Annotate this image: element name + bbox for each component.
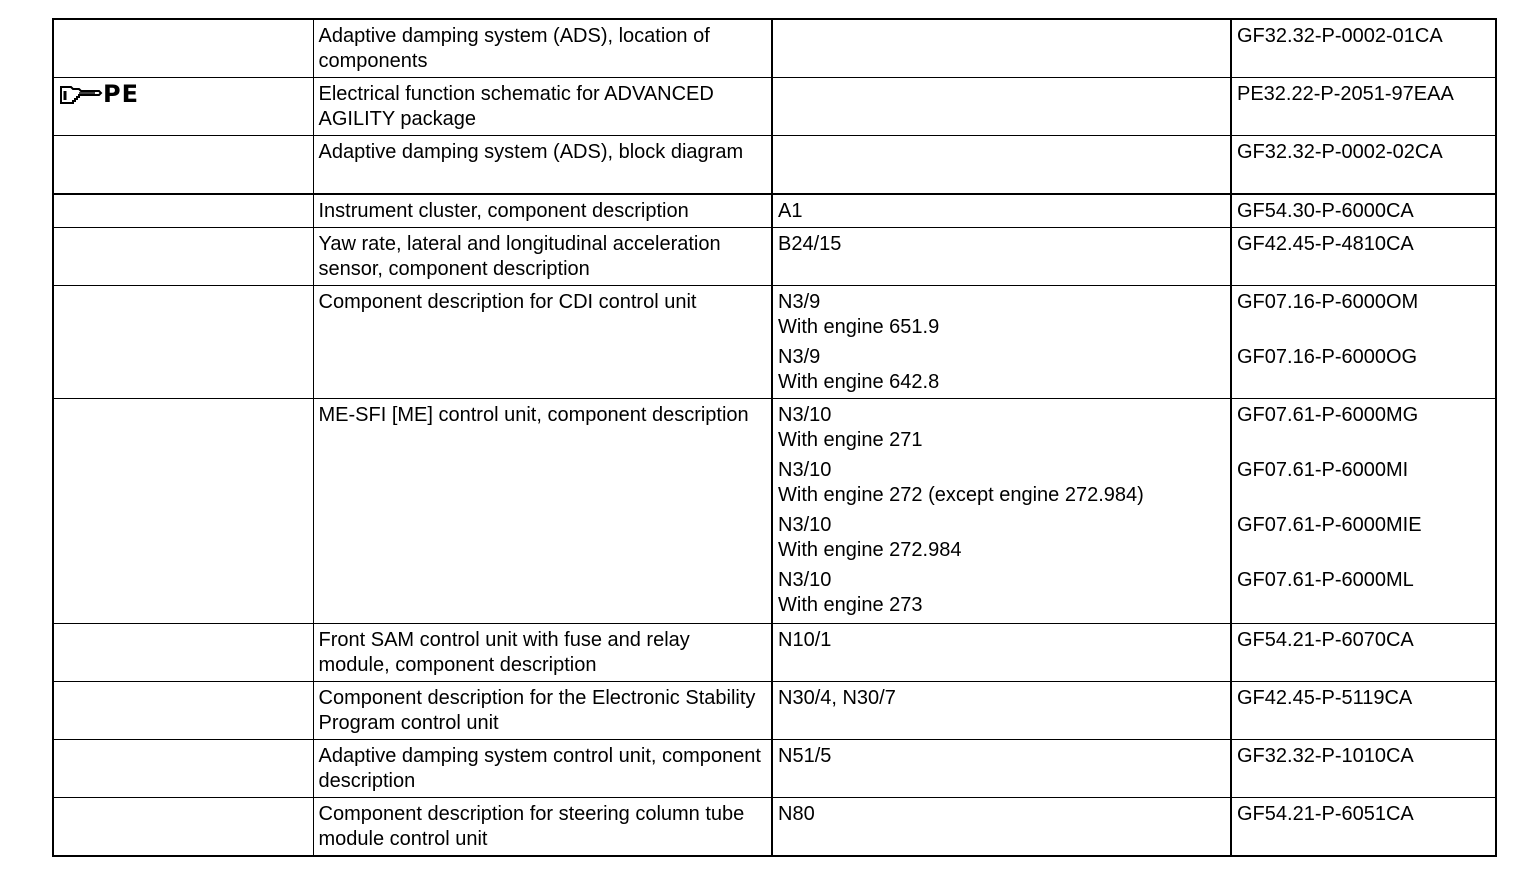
document-number-link[interactable]: GF07.61-P-6000MIE — [1237, 513, 1422, 536]
marker-cell — [53, 797, 313, 856]
document-number-cell — [1231, 19, 1496, 78]
document-entry — [1237, 568, 1490, 618]
component-code-cell — [772, 681, 1231, 739]
table-row — [53, 285, 1496, 398]
document-entry — [1237, 199, 1490, 224]
reference-table — [52, 18, 1497, 857]
component-code: N3/10 — [778, 513, 832, 536]
component-code: B24/15 — [778, 232, 842, 255]
component-code: N3/9 — [778, 290, 821, 313]
description-text: Adaptive damping system (ADS), block diagram — [318, 141, 744, 163]
table-row — [53, 19, 1496, 78]
document-number-link[interactable]: GF54.21-P-6051CA — [1237, 802, 1414, 825]
table-row — [53, 136, 1496, 194]
marker-cell — [53, 285, 313, 398]
table-body — [53, 19, 1496, 856]
component-entry — [778, 403, 1225, 453]
description-cell — [313, 797, 772, 856]
component-code: N80 — [778, 802, 815, 825]
component-code-cell — [772, 623, 1231, 681]
component-code-cell — [772, 739, 1231, 797]
document-number-link[interactable]: GF07.61-P-6000MI — [1237, 458, 1409, 481]
component-code: N3/10 — [778, 568, 832, 591]
description-cell — [313, 136, 772, 194]
table-row — [53, 739, 1496, 797]
document-entry — [1237, 24, 1490, 49]
component-entry — [778, 232, 1225, 257]
engine-note: With engine 272 (except engine 272.984) — [778, 483, 1144, 506]
document-entry — [1237, 345, 1490, 395]
table-row — [53, 398, 1496, 623]
component-code-cell — [772, 19, 1231, 78]
document-entry — [1237, 802, 1490, 827]
component-entry — [778, 686, 1225, 711]
document-entry — [1237, 686, 1490, 711]
component-entry — [778, 458, 1225, 508]
description-cell — [313, 78, 772, 136]
engine-note: With engine 273 — [778, 593, 923, 616]
document-number-link[interactable]: GF42.45-P-5119CA — [1237, 686, 1413, 709]
description-text: Component description for CDI control unit — [318, 290, 697, 313]
component-code-cell — [772, 797, 1231, 856]
marker-cell — [53, 681, 313, 739]
component-code: N10/1 — [778, 628, 832, 651]
marker-cell — [53, 136, 313, 194]
marker-cell — [53, 398, 313, 623]
document-entry — [1237, 403, 1490, 453]
document-number-link[interactable]: GF54.21-P-6070CA — [1237, 628, 1414, 651]
description-text: Adaptive damping system (ADS), location of components — [318, 25, 710, 72]
document-number-link[interactable]: GF07.61-P-6000MG — [1237, 403, 1419, 426]
marker-cell — [53, 78, 313, 136]
engine-note: With engine 651.9 — [778, 315, 940, 338]
document-number-cell — [1231, 136, 1496, 194]
table-row — [53, 194, 1496, 228]
description-text: Yaw rate, lateral and longitudinal acceleration sensor, component description — [318, 232, 721, 280]
component-code: N3/10 — [778, 403, 832, 426]
document-number-cell — [1231, 739, 1496, 797]
component-entry — [778, 568, 1225, 618]
document-number-cell — [1231, 285, 1496, 398]
document-entry — [1237, 232, 1490, 257]
document-entry — [1237, 140, 1490, 165]
marker-cell — [53, 19, 313, 78]
component-code-cell — [772, 285, 1231, 398]
component-code-cell — [772, 194, 1231, 228]
document-number-link[interactable]: GF07.61-P-6000ML — [1237, 568, 1414, 591]
component-code: A1 — [778, 199, 803, 222]
document-number-cell — [1231, 797, 1496, 856]
component-code-cell — [772, 136, 1231, 194]
pe-marker-label: PE — [103, 80, 139, 109]
marker-cell — [53, 739, 313, 797]
component-entry — [778, 744, 1225, 769]
document-number-cell — [1231, 78, 1496, 136]
description-cell — [313, 398, 772, 623]
document-number-link[interactable]: GF32.32-P-0002-01CA — [1237, 25, 1443, 47]
description-cell — [313, 227, 772, 285]
component-code-cell — [772, 398, 1231, 623]
document-number-link[interactable]: GF54.30-P-6000CA — [1237, 199, 1414, 222]
description-cell — [313, 681, 772, 739]
engine-note: With engine 642.8 — [778, 370, 940, 393]
description-cell — [313, 19, 772, 78]
component-entry — [778, 802, 1225, 827]
component-entry — [778, 199, 1225, 224]
component-code: N30/4, N30/7 — [778, 686, 896, 709]
document-number-cell — [1231, 227, 1496, 285]
description-text: Component description for the Electronic Stability Program control unit — [318, 686, 756, 734]
document-entry — [1237, 628, 1490, 653]
description-text: Front SAM control unit with fuse and relay module, component description — [318, 628, 690, 676]
document-entry — [1237, 82, 1490, 107]
component-entry — [778, 628, 1225, 653]
description-text: Adaptive damping system control unit, component description — [318, 744, 761, 792]
table-row — [53, 227, 1496, 285]
component-entry — [778, 290, 1225, 340]
marker-cell — [53, 194, 313, 228]
description-text: Electrical function schematic for ADVANCED AGILITY package — [318, 83, 714, 130]
document-number-link[interactable]: PE32.22-P-2051-97EAA — [1237, 83, 1454, 105]
table-row — [53, 623, 1496, 681]
document-number-link[interactable]: GF42.45-P-4810CA — [1237, 232, 1414, 255]
engine-note: With engine 272.984 — [778, 538, 962, 561]
description-cell — [313, 739, 772, 797]
component-entry — [778, 513, 1225, 563]
document-number-link[interactable]: GF32.32-P-0002-02CA — [1237, 141, 1443, 163]
document-entry — [1237, 290, 1490, 340]
table-row — [53, 78, 1496, 136]
document-entry — [1237, 744, 1490, 769]
table-row — [53, 797, 1496, 856]
document-entry — [1237, 458, 1490, 508]
document-number-link[interactable]: GF07.16-P-6000OG — [1237, 345, 1418, 368]
description-cell — [313, 285, 772, 398]
document-entry — [1237, 513, 1490, 563]
document-number-cell — [1231, 681, 1496, 739]
document-number-cell — [1231, 398, 1496, 623]
component-code: N51/5 — [778, 744, 832, 767]
document-number-cell — [1231, 623, 1496, 681]
description-text: Instrument cluster, component description — [318, 199, 689, 222]
description-cell — [313, 623, 772, 681]
component-entry — [778, 345, 1225, 395]
component-code: N3/9 — [778, 345, 821, 368]
marker-cell — [53, 227, 313, 285]
table-row — [53, 681, 1496, 739]
component-code-cell — [772, 78, 1231, 136]
pointing-hand-icon — [59, 84, 103, 106]
description-cell — [313, 194, 772, 228]
engine-note: With engine 271 — [778, 428, 923, 451]
document-number-link[interactable]: GF32.32-P-1010CA — [1237, 744, 1414, 767]
description-text: Component description for steering column tube module control unit — [318, 802, 745, 850]
component-code: N3/10 — [778, 458, 832, 481]
component-code-cell — [772, 227, 1231, 285]
marker-cell — [53, 623, 313, 681]
document-number-link[interactable]: GF07.16-P-6000OM — [1237, 290, 1419, 313]
document-number-cell — [1231, 194, 1496, 228]
description-text: ME-SFI [ME] control unit, component description — [318, 403, 749, 426]
